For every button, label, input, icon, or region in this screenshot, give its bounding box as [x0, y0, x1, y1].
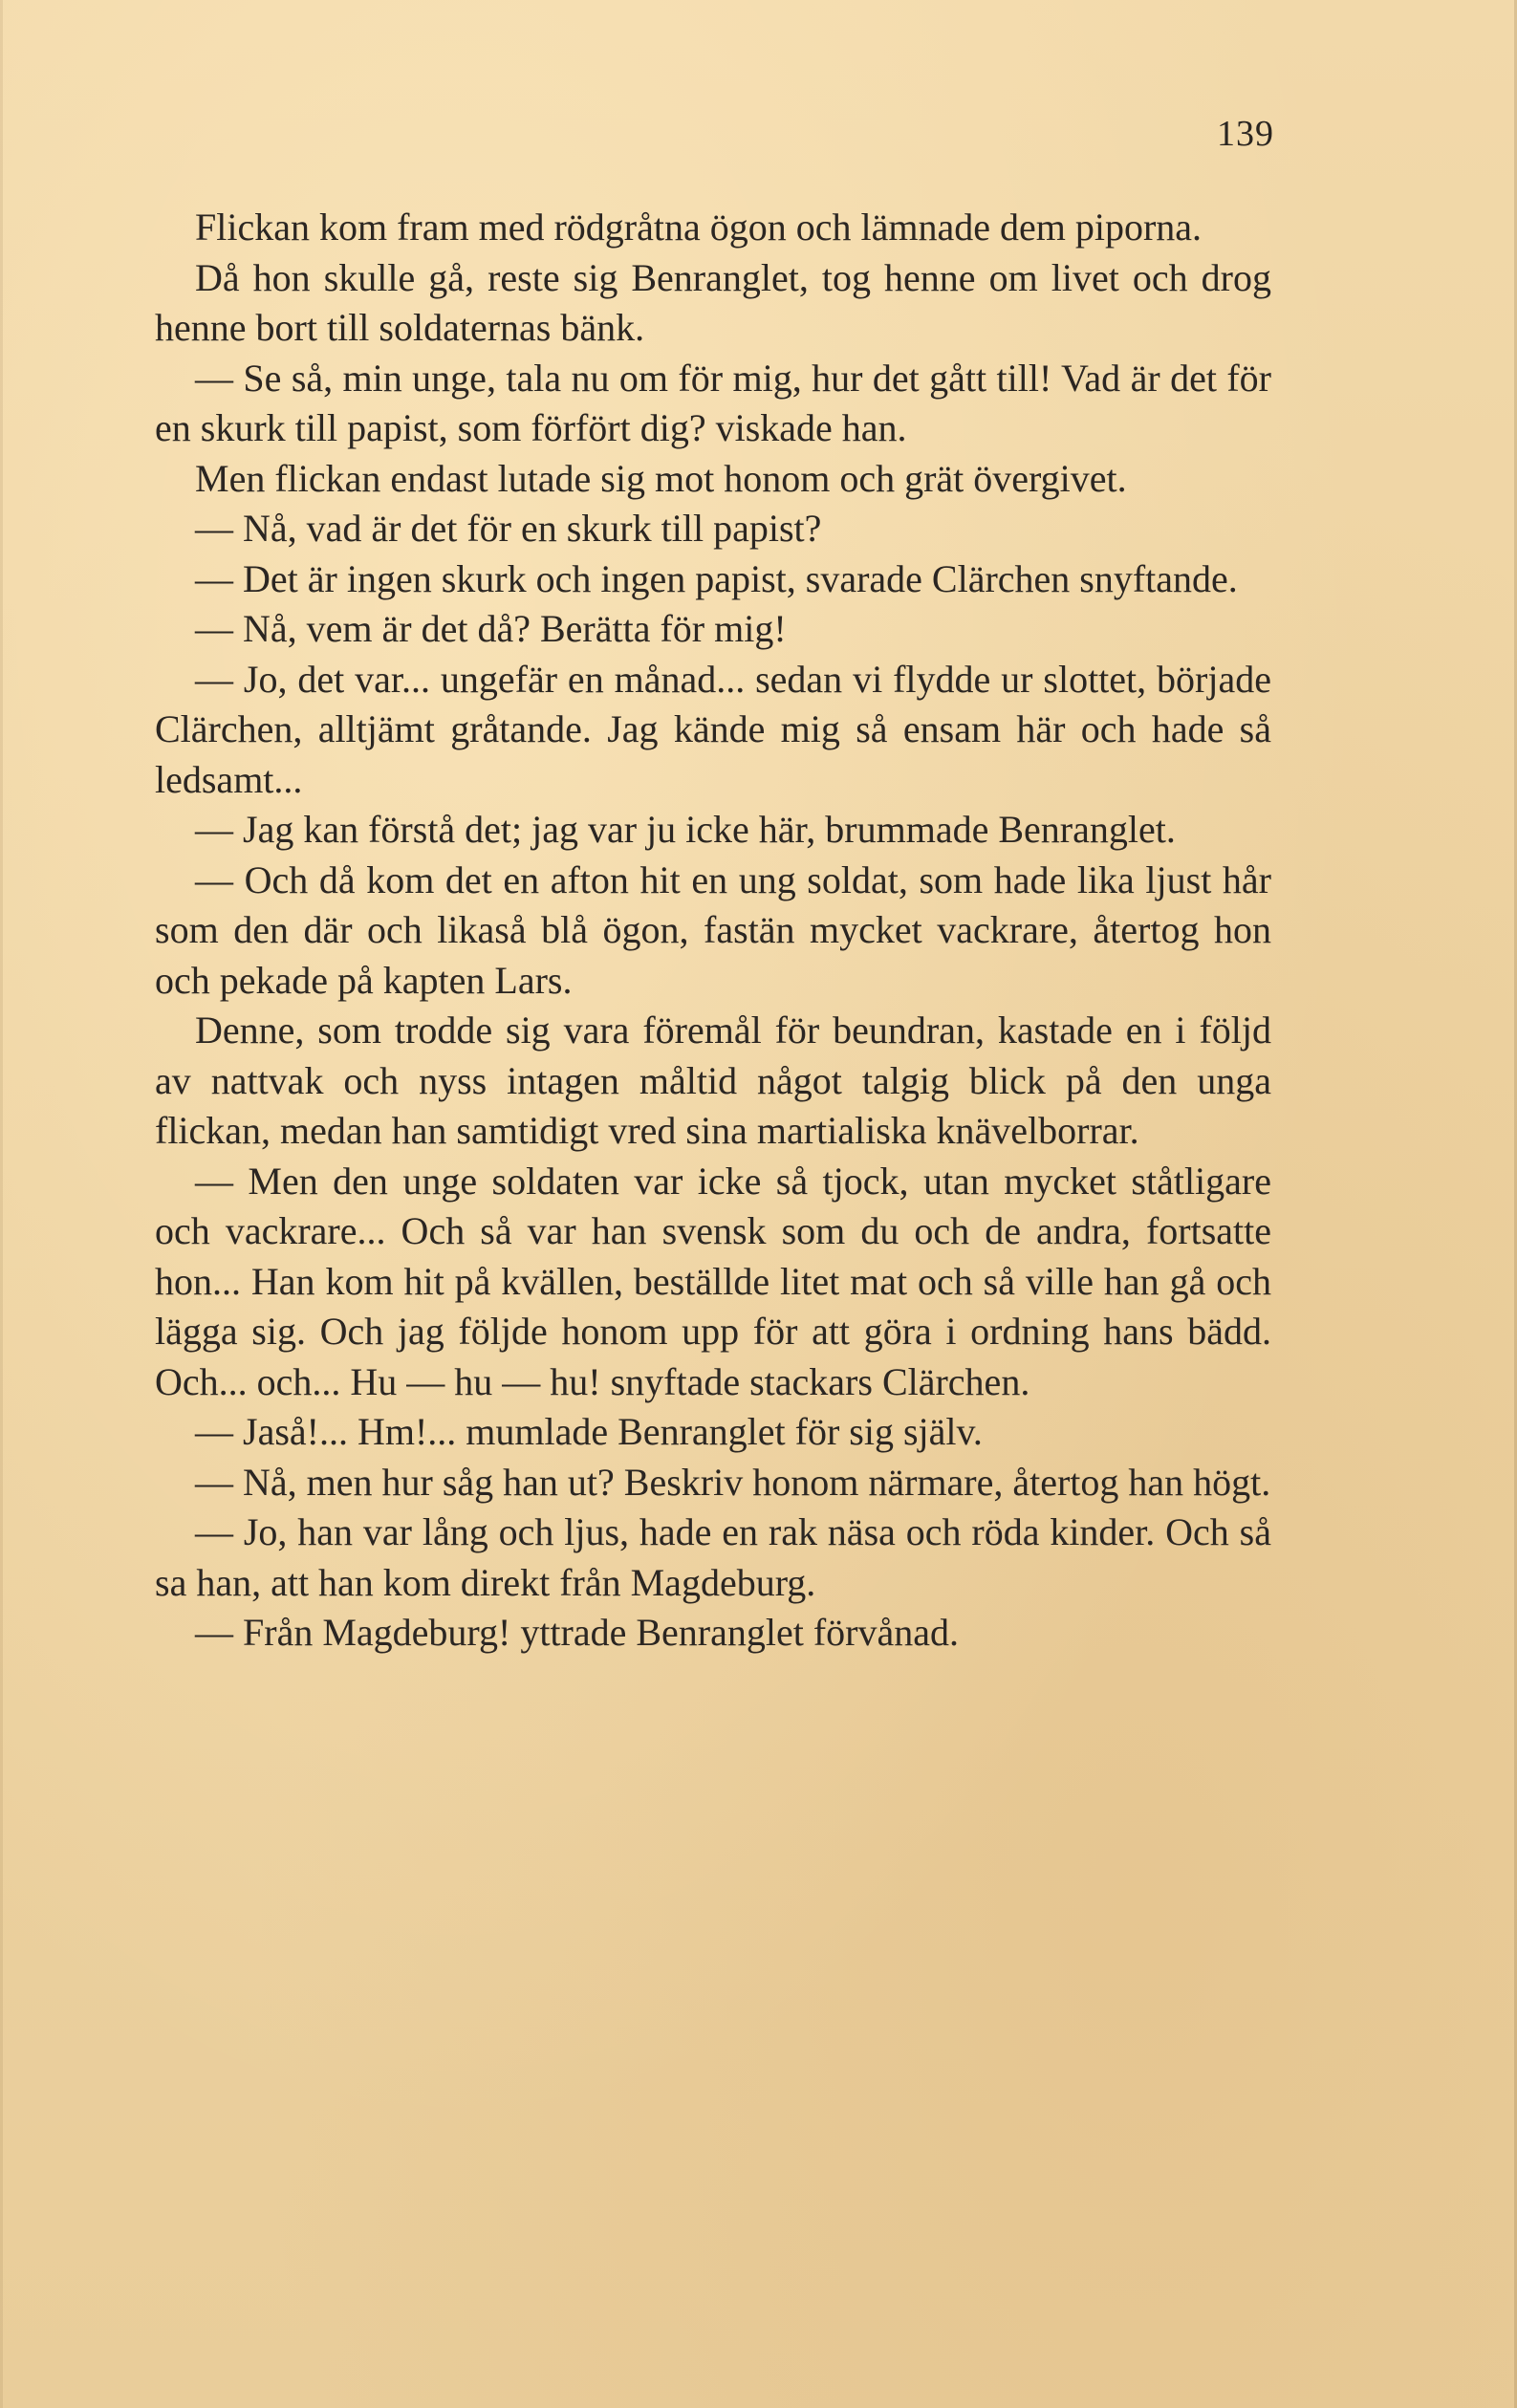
paragraph: — Jag kan förstå det; jag var ju icke här, brummade Benranglet.	[195, 808, 1176, 851]
paragraph: — Från Magdeburg! yttrade Benranglet förvånad.	[195, 1611, 960, 1654]
paragraph: Då hon skulle gå, reste sig Benranglet, tog henne om livet och drog henne bort till soldaternas bänk.	[155, 255, 1271, 349]
paragraph: — Men den unge soldaten var icke så tjock, utan mycket ståtligare och vackrare... Och så var han svensk som du och de andra, fortsatte hon... Han kom hit på kvällen, beställde litet mat och så ville han gå och lägga sig. Och jag följde honom upp för att göra i ordning hans bädd. Och... och... Hu — hu — hu! snyftade stackars Clärchen.	[155, 1159, 1271, 1403]
paragraph: — Nå, men hur såg han ut? Beskriv honom närmare, återtog han högt.	[195, 1460, 1271, 1504]
paragraph: — Se så, min unge, tala nu om för mig, hur det gått till! Vad är det för en skurk till papist, som förfört dig? viskade han.	[155, 356, 1271, 449]
paragraph: — Nå, vem är det då? Berätta för mig!	[195, 607, 787, 650]
paragraph: Flickan kom fram med rödgråtna ögon och lämnade dem piporna.	[195, 206, 1203, 249]
paragraph: — Och då kom det en afton hit en ung soldat, som hade lika ljust hår som den där och likaså blå ögon, fastän mycket vackrare, återtog hon och pekade på kapten Lars.	[155, 857, 1271, 1002]
page-text	[155, 203, 1271, 1659]
paragraph: — Nå, vad är det för en skurk till papist?	[195, 507, 822, 550]
paragraph: Men flickan endast lutade sig mot honom och grät övergivet.	[195, 456, 1127, 500]
paragraph: Denne, som trodde sig vara föremål för beundran, kastade en i följd av nattvak och nyss intagen måltid något talgig blick på den unga flickan, medan han samtidigt vred sina martialiska knävelborrar.	[155, 1009, 1271, 1152]
paragraph: — Jaså!... Hm!... mumlade Benranglet för sig själv.	[195, 1410, 983, 1453]
page-number: 139	[1217, 114, 1274, 154]
paragraph: — Jo, det var... ungefär en månad... sedan vi flydde ur slottet, började Clärchen, alltjämt gråtande. Jag kände mig så ensam här och hade så ledsamt...	[155, 657, 1271, 801]
paragraph: — Jo, han var lång och ljus, hade en rak näsa och röda kinder. Och så sa han, att han kom direkt från Magdeburg.	[155, 1510, 1271, 1604]
paragraph: — Det är ingen skurk och ingen papist, svarade Clärchen snyftande.	[195, 556, 1238, 600]
